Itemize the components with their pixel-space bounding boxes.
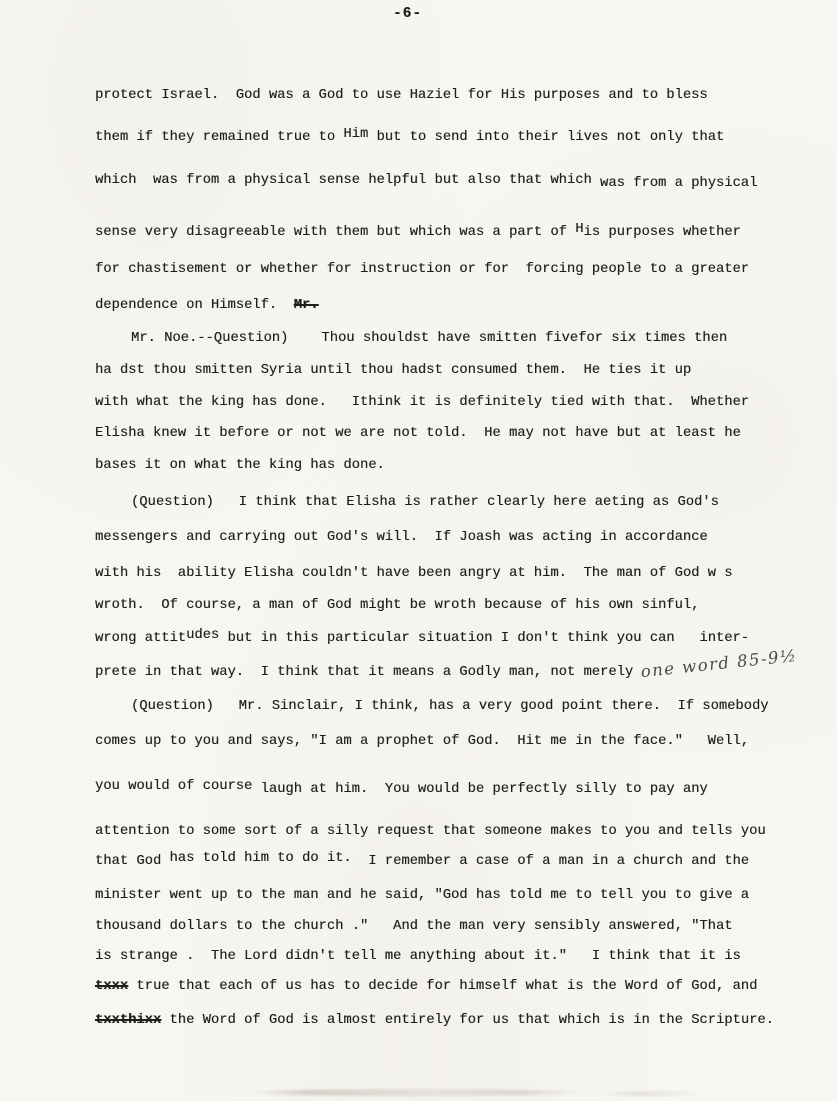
typewritten-text: Him <box>343 127 369 142</box>
typewritten-text: that God <box>95 854 170 869</box>
typewritten-text: (Question) I think that Elisha is rather clearly here aeting as God's <box>131 495 719 510</box>
typewritten-text: I remember a case of a man in a church and the <box>351 854 750 869</box>
typewritten-text: messengers and carrying out God's will. If Joash was acting in accordance <box>95 530 708 545</box>
typewritten-text: with what the king has done. Ithink it is definitely tied with that. Whether <box>95 395 750 410</box>
typewritten-text: them if they remained true to <box>95 130 344 145</box>
text-line <box>95 493 795 513</box>
text-line <box>95 596 795 616</box>
text-line <box>95 697 795 717</box>
typewritten-text: is strange . The Lord didn't tell me anything about it." I think that it is <box>95 949 741 964</box>
typewritten-text: dependence on Himself. <box>95 298 294 313</box>
scan-smudge-artifact <box>248 1089 583 1096</box>
text-line <box>95 645 799 683</box>
text-line <box>95 86 795 106</box>
typewritten-text: (Question) Mr. Sinclair, I think, has a very good point there. If somebody <box>131 699 769 714</box>
text-line <box>95 171 795 191</box>
text-line <box>95 128 795 148</box>
typewritten-text: minister went up to the man and he said, "God has told me to tell you to give a <box>95 888 750 903</box>
text-line <box>95 329 795 349</box>
typewritten-text: comes up to you and says, "I am a prophet of God. Hit me in the face." Well, <box>95 734 750 749</box>
typewritten-text: for chastisement or whether for instruction or for forcing people to a greater <box>95 262 750 277</box>
text-line <box>95 822 795 842</box>
typewritten-text: ha dst thou smitten Syria until thou hadst consumed them. He ties it up <box>95 363 692 378</box>
text-line <box>95 629 795 649</box>
text-line <box>95 777 795 797</box>
text-line <box>95 947 795 967</box>
document-body <box>95 0 799 1031</box>
typewritten-text: has told him to do it. <box>169 851 352 866</box>
scan-smudge-artifact <box>596 1091 706 1096</box>
text-line <box>95 852 795 872</box>
typewritten-text: the Word of God is almost entirely for us that which is in the Scripture. <box>161 1013 774 1028</box>
typewritten-text: is purposes whether <box>583 225 741 240</box>
typewritten-text: thousand dollars to the church ." And the man very sensibly answered, "That <box>95 919 733 934</box>
typewritten-text: true that each of us has to decide for himself what is the Word of God, and <box>128 979 758 994</box>
text-line <box>95 528 795 548</box>
text-line <box>95 361 795 381</box>
typewritten-text: Mr. Noe.--Question) Thou shouldst have smitten fivefor six times then <box>131 331 728 346</box>
struck-out-text: txxthixx <box>95 1013 162 1028</box>
text-line <box>95 732 795 752</box>
struck-out-text: Mr. <box>293 298 319 313</box>
text-line <box>95 1011 795 1031</box>
typewritten-text: but to send into their lives not only that <box>368 130 725 145</box>
typewritten-text: which was from a physical sense helpful but also that which <box>95 173 592 188</box>
typewritten-text: attention to some sort of a silly request that someone makes to you and tells you <box>95 824 766 839</box>
typewritten-text: bases it on what the king has done. <box>95 458 385 473</box>
text-line <box>95 260 795 280</box>
typewritten-text: sense very disagreeable with them but which was a part of <box>95 225 576 240</box>
typewritten-text: was from a physical <box>591 176 758 191</box>
handwritten-annotation: one word 85-9½ <box>640 645 799 682</box>
typewritten-text: udes <box>186 628 220 643</box>
typewritten-text: wroth. Of course, a man of God might be wroth because of his own sinful, <box>95 598 700 613</box>
text-line <box>95 223 795 243</box>
typewritten-text: prete in that way. I think that it means a Godly man, not merely <box>95 665 642 680</box>
typewritten-text: protect Israel. God was a God to use Haziel for His purposes and to bless <box>95 88 708 103</box>
typewritten-text: H <box>575 222 584 237</box>
text-line <box>95 456 795 476</box>
typewritten-text: you would of course <box>95 779 261 794</box>
text-line <box>95 393 795 413</box>
typewritten-text: but in this particular situation I don't think you can inter- <box>219 631 750 646</box>
typewritten-text: with his ability Elisha couldn't have been angry at him. The man of God w s <box>95 566 733 581</box>
struck-out-text: txxx <box>95 979 129 994</box>
text-line <box>95 977 795 997</box>
text-line <box>95 886 795 906</box>
typewritten-text: Elisha knew it before or not we are not told. He may not have but at least he <box>95 426 741 441</box>
page-number: -6- <box>392 6 423 22</box>
text-line <box>95 424 795 444</box>
text-line <box>95 917 795 937</box>
text-line <box>95 564 795 584</box>
typewritten-text: wrong attit <box>95 631 187 646</box>
text-line <box>95 296 795 316</box>
typewritten-text: laugh at him. You would be perfectly silly to pay any <box>260 782 708 797</box>
